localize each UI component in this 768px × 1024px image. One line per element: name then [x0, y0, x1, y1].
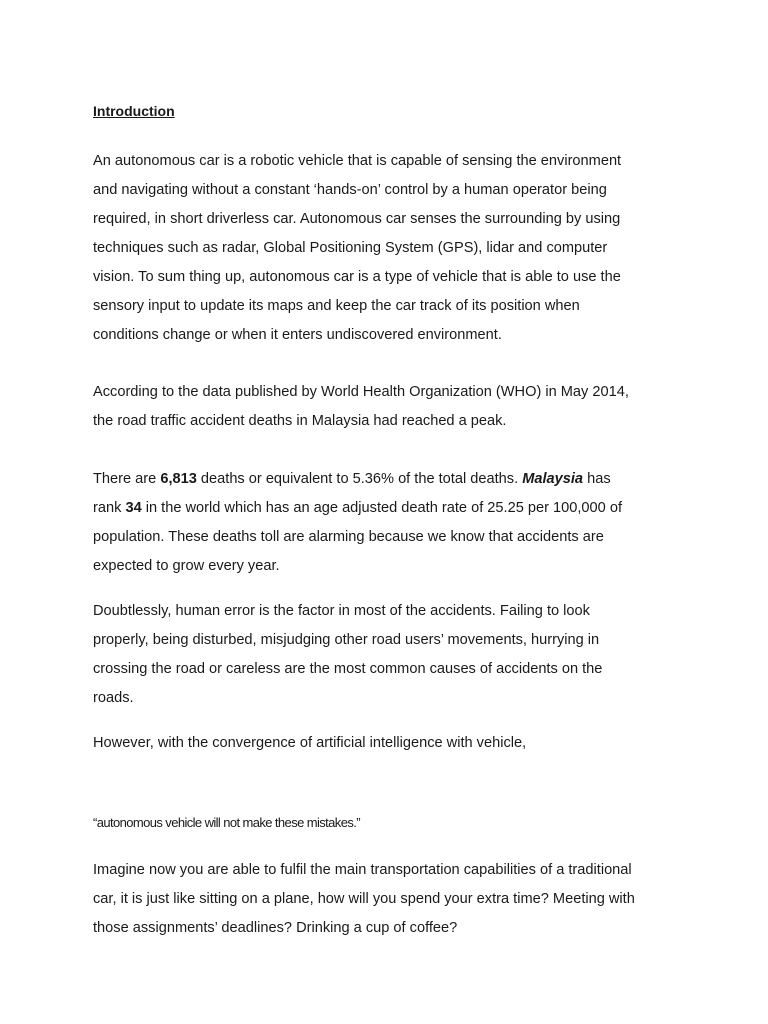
text-line: crossing the road or careless are the most common causes of accidents on the [93, 661, 603, 677]
text-line: sensory input to update its maps and keep the car track of its position when [93, 298, 580, 314]
text-line: population. These deaths toll are alarming because we know that accidents are [93, 529, 604, 545]
paragraph-imagine [93, 856, 693, 943]
text-line: required, in short driverless car. Autonomous car senses the surrounding by using [93, 211, 621, 227]
text-line [93, 465, 693, 494]
text-line: An autonomous car is a robotic vehicle that is capable of sensing the environment [93, 153, 622, 169]
section-heading: Introduction [93, 103, 175, 119]
death-count: 6,813 [160, 471, 197, 487]
text-line: According to the data published by World Health Organization (WHO) in May 2014, [93, 384, 629, 400]
text-line: techniques such as radar, Global Positioning System (GPS), lidar and computer [93, 240, 608, 256]
text-line: car, it is just like sitting on a plane, how will you spend your extra time? Meeting with [93, 891, 635, 907]
text-line: roads. [93, 690, 134, 706]
country-name: Malaysia [522, 471, 584, 487]
text-segment: in the world which has an age adjusted death rate of 25.25 per 100,000 of [141, 500, 622, 516]
text-segment: There are [93, 471, 161, 487]
text-line: vision. To sum thing up, autonomous car is a type of vehicle that is able to use the [93, 269, 621, 285]
text-line: conditions change or when it enters undiscovered environment. [93, 327, 502, 343]
text-line: Doubtlessly, human error is the factor in most of the accidents. Failing to look [93, 603, 590, 619]
world-rank: 34 [125, 500, 142, 516]
text-segment: deaths or equivalent to 5.36% of the total deaths. [196, 471, 523, 487]
text-line: properly, being disturbed, misjudging other road users’ movements, hurrying in [93, 632, 600, 648]
text-line: and navigating without a constant ‘hands-on’ control by a human operator being [93, 182, 607, 198]
paragraph-who-data [93, 378, 693, 436]
text-line: those assignments’ deadlines? Drinking a cup of coffee? [93, 920, 458, 936]
text-line: Imagine now you are able to fulfil the main transportation capabilities of a traditional [93, 862, 632, 878]
paragraph-definition [93, 147, 693, 350]
text-segment: rank [93, 500, 126, 516]
paragraph-ai-convergence [93, 729, 693, 758]
paragraph-human-error [93, 597, 693, 713]
text-segment: has [583, 471, 611, 487]
text-line: expected to grow every year. [93, 558, 280, 574]
quote: “autonomous vehicle will not make these mistakes.” [93, 815, 360, 830]
text-line [93, 494, 693, 523]
text-line: the road traffic accident deaths in Malaysia had reached a peak. [93, 413, 507, 429]
text-line: However, with the convergence of artificial intelligence with vehicle, [93, 735, 527, 751]
paragraph-statistics [93, 465, 693, 581]
